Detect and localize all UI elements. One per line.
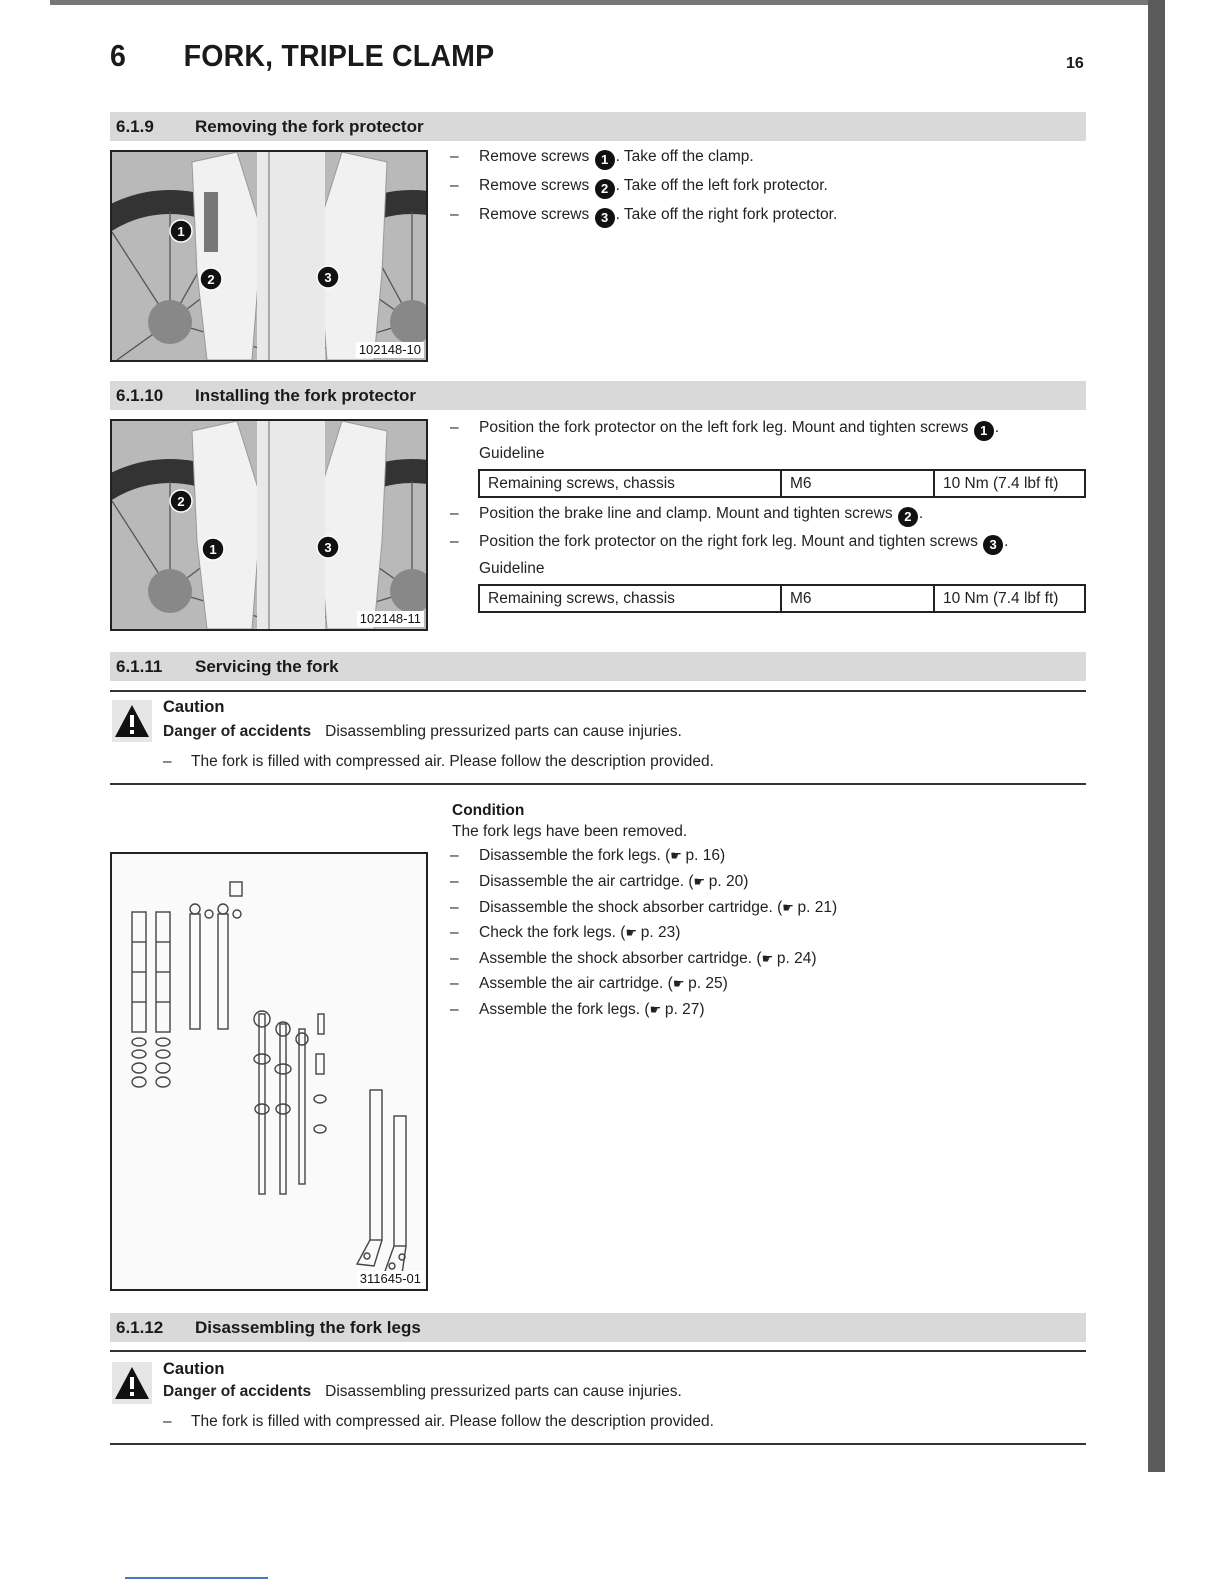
section-title: Servicing the fork [195,657,339,676]
screw-callout-3: 3 [983,535,1003,555]
step-position-right-protector: – Position the fork protector on the right fork leg. Mount and tighten screws 3 . [450,533,1008,555]
page-number: 16 [1066,55,1084,72]
step-remove-screws-3: – Remove screws 3 . Take off the right fork protector. [450,206,837,228]
section-header-6-1-12 [110,1313,1086,1342]
page-reference[interactable]: p. 20) [708,873,749,890]
list-item: – Assemble the fork legs. (☛ p. 27) [450,1001,705,1018]
screw-callout-2: 2 [898,507,918,527]
caution-bottom-rule [110,1443,1086,1445]
pointing-hand-icon: ☛ [782,900,798,915]
page-reference[interactable]: p. 23) [640,924,681,941]
list-item: – Disassemble the shock absorber cartridge. (☛ p. 21) [450,899,838,916]
step-remove-screws-1: – Remove screws 1 . Take off the clamp. [450,148,754,170]
svg-text:2: 2 [207,272,215,287]
page-reference[interactable]: p. 25) [688,975,728,992]
screw-callout-2: 2 [595,179,615,199]
image-code: 102148-11 [357,611,424,627]
spec-thread: M6 [781,585,934,612]
pointing-hand-icon: ☛ [625,925,641,940]
spec-torque: 10 Nm (7.4 lbf ft) [934,585,1085,612]
warning-triangle-icon [112,1362,152,1404]
screw-callout-1: 1 [595,150,615,170]
section-number: 6.1.10 [116,386,164,405]
section-header-6-1-11 [110,652,1086,681]
fork-parts-illustration [112,854,426,1289]
page-reference[interactable]: p. 21) [797,899,838,916]
section-title: Disassembling the fork legs [195,1318,421,1337]
list-item: – Disassemble the fork legs. (☛ p. 16) [450,847,726,864]
step-position-brake-line: – Position the brake line and clamp. Mount and tighten screws 2 . [450,505,923,527]
section-number: 6.1.11 [116,657,163,676]
spec-name: Remaining screws, chassis [479,585,781,612]
image-code: 311645-01 [357,1271,424,1287]
section-header-6-1-9 [110,112,1086,141]
caution-title: Caution [163,1360,225,1378]
page-reference[interactable]: p. 24) [776,950,817,967]
page-reference[interactable]: p. 27) [664,1001,705,1018]
caution-bottom-rule [110,783,1086,785]
screw-callout-3: 3 [595,208,615,228]
fork-exploded-diagram [110,852,428,1291]
svg-text:2: 2 [177,494,185,509]
page-reference[interactable]: p. 16) [685,847,726,864]
torque-spec-table [478,584,1086,613]
pointing-hand-icon: ☛ [761,951,777,966]
svg-text:3: 3 [324,540,332,555]
fork-protector-install-photo [110,419,428,631]
caution-top-rule [110,1350,1086,1352]
fork-protector-removal-photo [110,150,428,362]
spec-thread: M6 [781,470,934,497]
svg-text:1: 1 [209,542,217,557]
pointing-hand-icon: ☛ [670,848,686,863]
guideline-label: Guideline [479,445,545,462]
condition-title: Condition [452,802,525,819]
svg-text:1: 1 [177,224,185,239]
section-header-6-1-10 [110,381,1086,410]
section-title: Removing the fork protector [195,117,424,136]
warning-triangle-icon [112,700,152,742]
link-underline [125,1577,268,1579]
caution-step: – The fork is filled with compressed air. Please follow the description provided. [163,1413,714,1430]
step-position-left-protector: – Position the fork protector on the left fork leg. Mount and tighten screws 1 . [450,419,999,441]
caution-title: Caution [163,698,225,716]
list-item: – Check the fork legs. (☛ p. 23) [450,924,681,941]
list-item: – Assemble the shock absorber cartridge. (☛ p. 24) [450,950,817,967]
section-title: Installing the fork protector [195,386,417,405]
danger-label: Danger of accidents [163,1383,312,1400]
section-number: 6.1.9 [116,117,154,136]
pointing-hand-icon: ☛ [649,1002,665,1017]
danger-text: Disassembling pressurized parts can cause injuries. [325,1383,682,1400]
danger-label: Danger of accidents [163,723,312,740]
condition-text: The fork legs have been removed. [452,823,688,840]
fork-photo-illustration [112,421,426,629]
list-item: – Disassemble the air cartridge. (☛ p. 20) [450,873,749,890]
page-top-rule [50,0,1150,5]
spec-torque: 10 Nm (7.4 lbf ft) [934,470,1085,497]
caution-danger-line [163,1383,682,1401]
screw-callout-1: 1 [974,421,994,441]
fork-photo-illustration [112,152,426,360]
pointing-hand-icon: ☛ [693,874,709,889]
svg-text:3: 3 [324,270,332,285]
image-code: 102148-10 [356,342,424,358]
torque-spec-table [478,469,1086,498]
guideline-label: Guideline [479,560,545,577]
step-remove-screws-2: – Remove screws 2 . Take off the left fork protector. [450,177,828,199]
caution-top-rule [110,690,1086,692]
chapter-number: 6 [110,38,127,73]
chapter-heading [110,38,494,74]
caution-step: – The fork is filled with compressed air. Please follow the description provided. [163,753,714,770]
caution-danger-line [163,723,682,741]
pointing-hand-icon: ☛ [672,976,689,991]
page-right-rule [1148,0,1165,1472]
table-row [479,585,1085,612]
danger-text: Disassembling pressurized parts can cause injuries. [325,723,682,740]
chapter-title: FORK, TRIPLE CLAMP [183,38,495,73]
list-item: – Assemble the air cartridge. (☛ p. 25) [450,975,728,992]
table-row [479,470,1085,497]
spec-name: Remaining screws, chassis [479,470,781,497]
section-number: 6.1.12 [116,1318,164,1337]
